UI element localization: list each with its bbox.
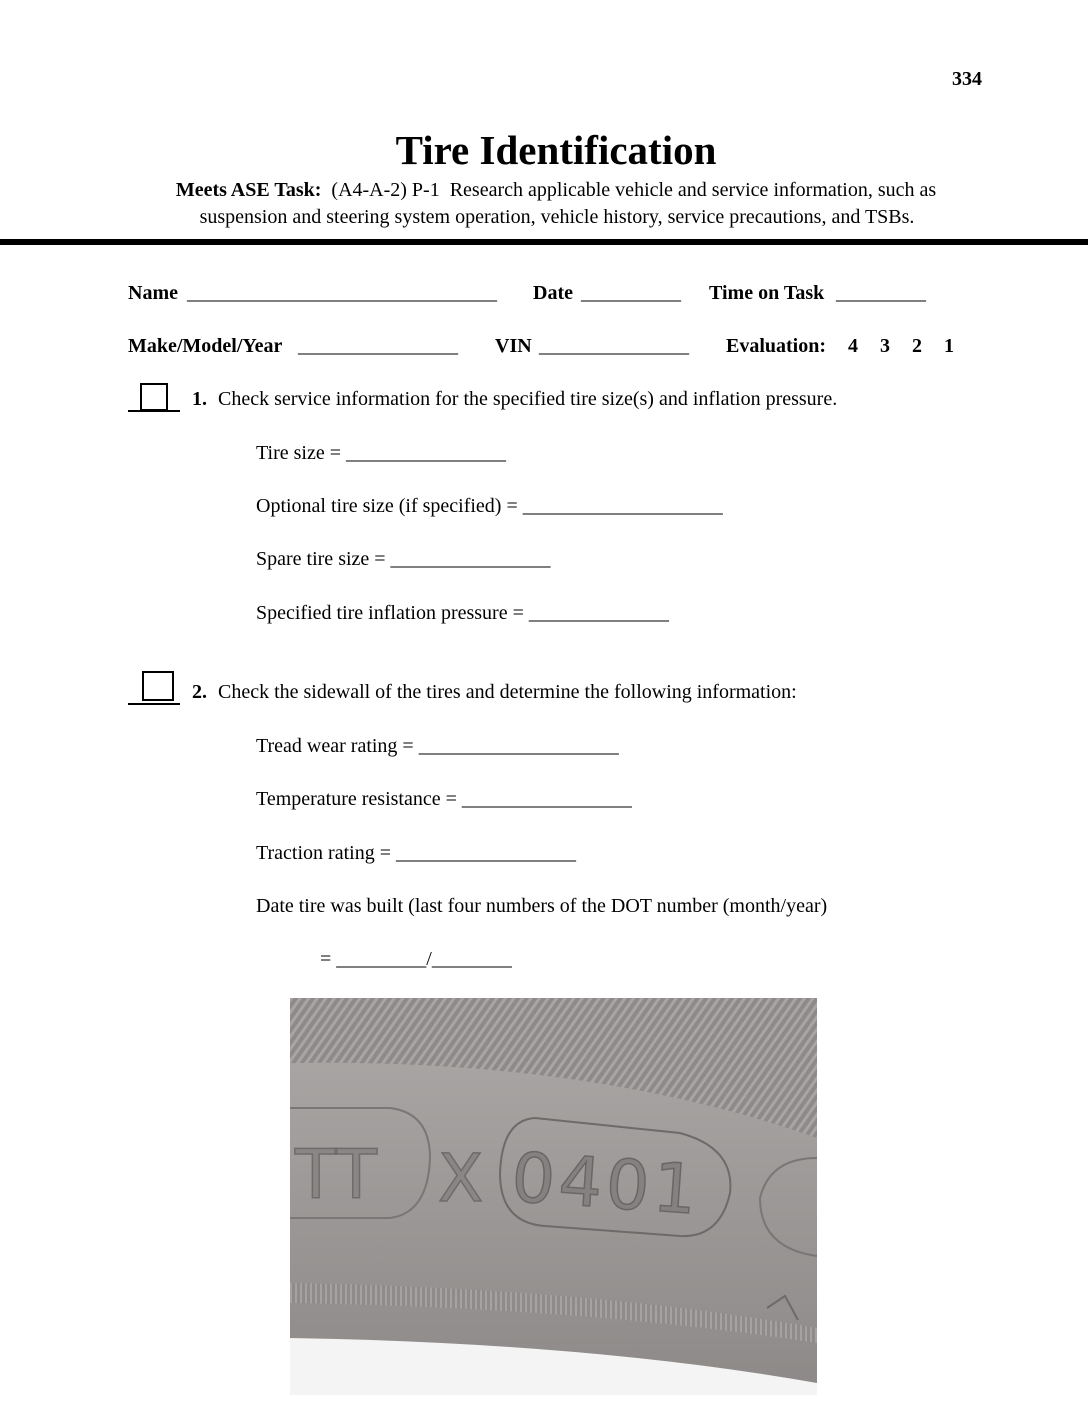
evaluation-score-3[interactable]: 3: [880, 335, 890, 357]
evaluation-score-1[interactable]: 1: [944, 335, 954, 357]
evaluation-label: Evaluation:: [726, 335, 827, 357]
sidewall-date-code: 0401: [509, 1138, 704, 1231]
optional-tire-size-field[interactable]: Optional tire size (if specified) = ____________________: [256, 495, 723, 517]
tread-wear-field[interactable]: Tread wear rating = ____________________: [256, 735, 619, 757]
item-1-number: 1.: [192, 388, 207, 410]
ase-task-text: (A4-A-2) P-1 Research applicable vehicle and service information, such as: [331, 179, 937, 201]
item-2-checkbox[interactable]: [142, 671, 174, 701]
traction-rating-field[interactable]: Traction rating = __________________: [256, 842, 576, 864]
time-on-task-label: Time on Task: [709, 282, 825, 304]
evaluation-score-2[interactable]: 2: [912, 335, 922, 357]
ase-task-line-1: [0, 180, 1088, 200]
name-label: Name: [128, 282, 178, 304]
time-on-task-field[interactable]: _________: [836, 282, 926, 304]
item-2-text: Check the sidewall of the tires and determine the following information:: [218, 681, 797, 703]
page-number: 334: [952, 68, 982, 90]
tire-size-field[interactable]: Tire size = ________________: [256, 442, 506, 464]
item-1-text: Check service information for the specified tire size(s) and inflation pressure.: [218, 388, 838, 410]
evaluation-score-4[interactable]: 4: [848, 335, 858, 357]
name-field[interactable]: _______________________________: [187, 282, 497, 304]
inflation-pressure-field[interactable]: Specified tire inflation pressure = ______________: [256, 602, 669, 624]
tire-sidewall-photo: [290, 998, 817, 1395]
temperature-resistance-field[interactable]: Temperature resistance = _________________: [256, 788, 632, 810]
item-1-checkbox[interactable]: [140, 383, 168, 411]
page-title: Tire Identification: [395, 127, 717, 173]
item-2-checkbox-underline: [128, 703, 180, 705]
item-2-number: 2.: [192, 681, 207, 703]
build-date-field[interactable]: = _________/________: [320, 948, 512, 970]
ase-task-line-2: suspension and steering system operation, vehicle history, service precautions, and TSBs.: [199, 206, 915, 228]
sidewall-text-x: X: [438, 1140, 484, 1217]
vin-label: VIN: [495, 335, 532, 357]
header-divider: [0, 239, 1088, 245]
sidewall-text-left: TT: [295, 1136, 377, 1215]
date-label: Date: [533, 282, 573, 304]
spare-tire-size-field[interactable]: Spare tire size = ________________: [256, 548, 551, 570]
build-date-label: Date tire was built (last four numbers of the DOT number (month/year): [256, 895, 828, 917]
vin-field[interactable]: _______________: [539, 335, 689, 357]
date-field[interactable]: __________: [581, 282, 681, 304]
make-model-year-label: Make/Model/Year: [128, 335, 283, 357]
make-model-year-field[interactable]: ________________: [298, 335, 458, 357]
ase-task-label: Meets ASE Task:: [175, 179, 322, 201]
